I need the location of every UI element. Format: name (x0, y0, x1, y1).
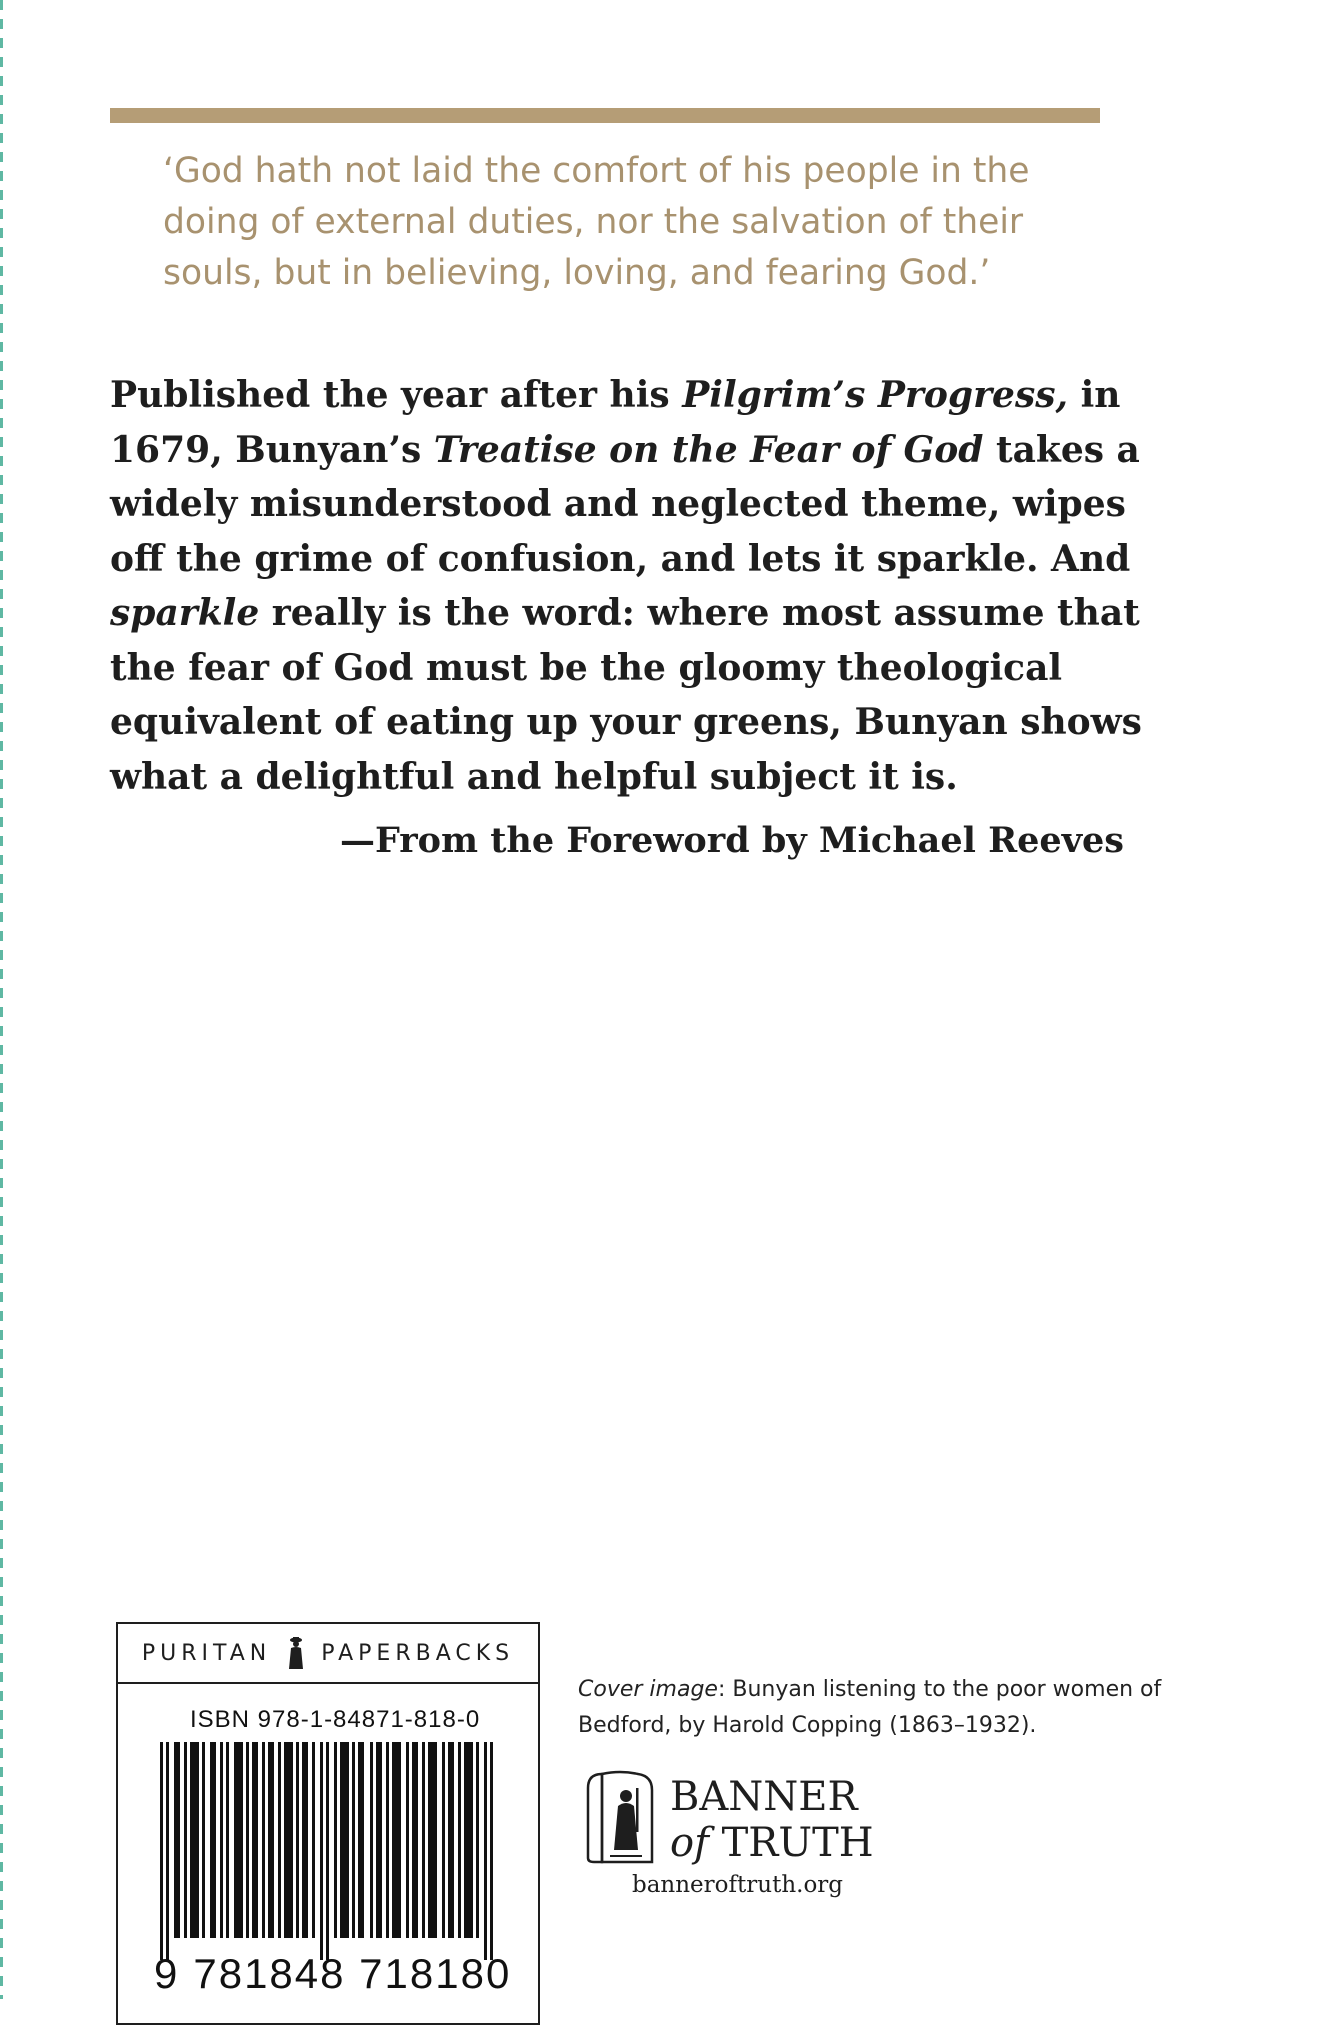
publisher-name (670, 1774, 874, 1866)
publisher-name-line2 (670, 1820, 874, 1866)
isbn-number: ISBN 978-1-84871-818-0 (190, 1706, 481, 1733)
puritan-figure-icon (285, 1635, 307, 1671)
pull-quote-line: doing of external duties, nor the salvation of their (163, 202, 1024, 242)
barcode-lead-digit: 9 (154, 1950, 180, 1997)
blurb-text: really is the word: where most assume that (259, 592, 1140, 634)
publisher-url: banneroftruth.org (632, 1872, 844, 1898)
blurb-line: the fear of God must be the gloomy theological (110, 646, 1063, 689)
blurb-text: 1679, Bunyan’s (110, 428, 434, 471)
blurb-line: off the grime of confusion, and lets it sparkle. And (110, 537, 1131, 580)
barcode-digits (154, 1950, 514, 1998)
blurb-line (110, 423, 1140, 478)
blurb-paragraph (110, 368, 1142, 804)
blurb-text: Published the year after his (110, 374, 683, 416)
series-isbn-box (116, 1622, 540, 2025)
banner-of-truth-logo-icon (580, 1766, 660, 1866)
barcode-number: 781848 718180 (193, 1950, 512, 1997)
blurb-italic-word: sparkle (110, 592, 260, 634)
blurb-text: takes a (983, 428, 1140, 471)
blurb-line: widely misunderstood and neglected theme, wipes (110, 483, 1126, 525)
credit-label: Cover image (578, 1677, 718, 1702)
pull-quote-line: souls, but in believing, loving, and fearing God.’ (163, 253, 991, 293)
blurb-italic-title: Pilgrim’s Progress, (682, 374, 1069, 416)
blurb-italic-title: Treatise on the Fear of God (433, 428, 984, 471)
blurb-line (110, 368, 1121, 423)
series-right-word: PAPERBACKS (321, 1640, 515, 1666)
top-accent-rule (110, 108, 1100, 123)
credit-text: : Bunyan listening to the poor women of (717, 1677, 1162, 1702)
blurb-line: what a delightful and helpful subject it is. (110, 755, 958, 798)
cover-image-credit (578, 1672, 1162, 1744)
blurb-line: equivalent of eating up your greens, Bunyan shows (110, 701, 1142, 743)
publisher-truth: TRUTH (708, 1820, 874, 1866)
edge-trim-marks (0, 0, 3, 1999)
series-label (118, 1624, 538, 1684)
foreword-attribution: —From the Foreword by Michael Reeves (340, 820, 1125, 861)
credit-line: Bedford, by Harold Copping (1863–1932). (578, 1713, 1037, 1738)
publisher-name-line1: BANNER (670, 1774, 858, 1820)
pull-quote-line: ‘God hath not laid the comfort of his people in the (163, 151, 1030, 191)
series-left-word: PURITAN (141, 1640, 272, 1666)
pull-quote (163, 146, 1103, 299)
blurb-line (110, 586, 1140, 641)
credit-line (578, 1672, 1162, 1708)
publisher-of: of (670, 1820, 709, 1866)
blurb-text: in (1068, 374, 1121, 416)
isbn-barcode (160, 1742, 500, 1960)
